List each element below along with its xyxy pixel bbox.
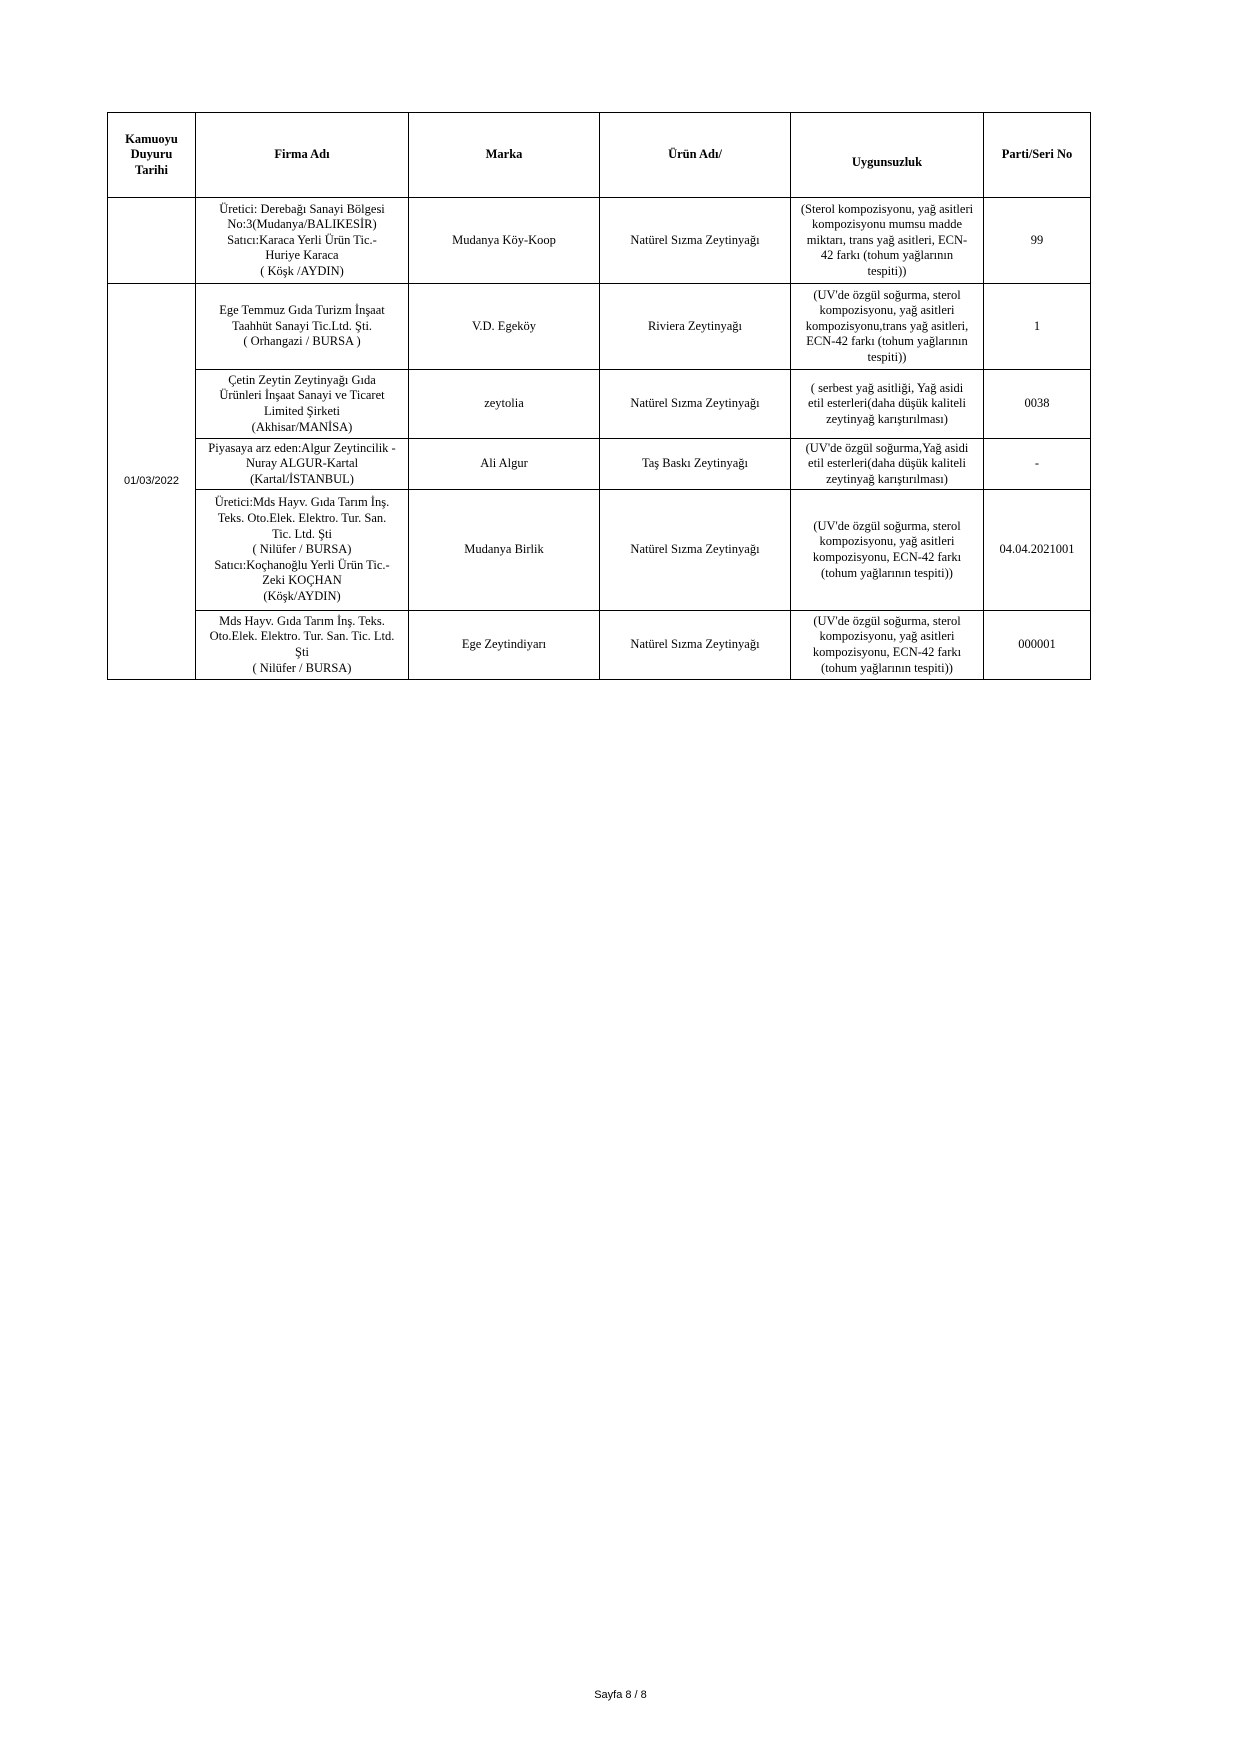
batch-cell: 1 xyxy=(984,284,1091,370)
nonconformity-cell: (UV'de özgül soğurma,Yağ asidi etil esterleri(daha düşük kaliteli zeytinyağ karıştırılması) xyxy=(791,439,984,490)
header-nonconformity: Uygunsuzluk xyxy=(791,113,984,198)
firm-cell: Piyasaya arz eden:Algur Zeytincilik - Nuray ALGUR-Kartal (Kartal/İSTANBUL) xyxy=(196,439,409,490)
table-header-row xyxy=(108,113,1091,198)
nonconformity-cell: (UV'de özgül soğurma, sterol kompozisyonu, yağ asitleri kompozisyonu, ECN-42 farkı (tohum yağlarının tespiti)) xyxy=(791,490,984,611)
nonconformity-cell: (UV'de özgül soğurma, sterol kompozisyonu, yağ asitleri kompozisyonu, ECN-42 farkı (tohum yağlarının tespiti)) xyxy=(791,611,984,680)
date-cell: 01/03/2022 xyxy=(108,284,196,680)
brand-cell: Mudanya Köy-Koop xyxy=(409,198,600,284)
brand-cell: V.D. Egeköy xyxy=(409,284,600,370)
table-row xyxy=(108,490,1091,611)
nonconformity-cell: ( serbest yağ asitliği, Yağ asidi etil esterleri(daha düşük kaliteli zeytinyağ karıştırılması) xyxy=(791,370,984,439)
firm-cell: Mds Hayv. Gıda Tarım İnş. Teks. Oto.Elek. Elektro. Tur. San. Tic. Ltd. Şti ( Nilüfer / BURSA) xyxy=(196,611,409,680)
header-batch: Parti/Seri No xyxy=(984,113,1091,198)
product-cell: Natürel Sızma Zeytinyağı xyxy=(600,370,791,439)
product-cell: Natürel Sızma Zeytinyağı xyxy=(600,490,791,611)
table-row xyxy=(108,370,1091,439)
product-cell: Riviera Zeytinyağı xyxy=(600,284,791,370)
nonconformity-cell: (Sterol kompozisyonu, yağ asitleri kompozisyonu mumsu madde miktarı, trans yağ asitleri, ECN- 42 farkı (tohum yağlarının tespiti)) xyxy=(791,198,984,284)
header-product: Ürün Adı/ xyxy=(600,113,791,198)
batch-cell: 04.04.2021001 xyxy=(984,490,1091,611)
firm-cell: Çetin Zeytin Zeytinyağı Gıda Ürünleri İnşaat Sanayi ve Ticaret Limited Şirketi (Akhisar/MANİSA) xyxy=(196,370,409,439)
table-row xyxy=(108,284,1091,370)
firm-cell: Ege Temmuz Gıda Turizm İnşaat Taahhüt Sanayi Tic.Ltd. Şti. ( Orhangazi / BURSA ) xyxy=(196,284,409,370)
header-date: Kamuoyu Duyuru Tarihi xyxy=(108,113,196,198)
page-number: Sayfa 8 / 8 xyxy=(594,1689,647,1701)
date-cell-empty xyxy=(108,198,196,284)
batch-cell: 99 xyxy=(984,198,1091,284)
product-cell: Natürel Sızma Zeytinyağı xyxy=(600,611,791,680)
batch-cell: 000001 xyxy=(984,611,1091,680)
product-cell: Taş Baskı Zeytinyağı xyxy=(600,439,791,490)
batch-cell: 0038 xyxy=(984,370,1091,439)
firm-cell: Üretici: Derebağı Sanayi Bölgesi No:3(Mudanya/BALIKESİR) Satıcı:Karaca Yerli Ürün Tic.- Huriye Karaca ( Köşk /AYDIN) xyxy=(196,198,409,284)
nonconformity-cell: (UV'de özgül soğurma, sterol kompozisyonu, yağ asitleri kompozisyonu,trans yağ asitleri, ECN-42 farkı (tohum yağlarının tespiti)) xyxy=(791,284,984,370)
brand-cell: Mudanya Birlik xyxy=(409,490,600,611)
recall-table xyxy=(107,112,1091,680)
batch-cell: - xyxy=(984,439,1091,490)
table-row xyxy=(108,439,1091,490)
header-firm: Firma Adı xyxy=(196,113,409,198)
product-cell: Natürel Sızma Zeytinyağı xyxy=(600,198,791,284)
brand-cell: Ege Zeytindiyarı xyxy=(409,611,600,680)
brand-cell: zeytolia xyxy=(409,370,600,439)
table-row xyxy=(108,611,1091,680)
firm-cell: Üretici:Mds Hayv. Gıda Tarım İnş. Teks. Oto.Elek. Elektro. Tur. San. Tic. Ltd. Şti ( Nilüfer / BURSA) Satıcı:Koçhanoğlu Yerli Ürün Tic.- Zeki KOÇHAN (Köşk/AYDIN) xyxy=(196,490,409,611)
brand-cell: Ali Algur xyxy=(409,439,600,490)
table-row xyxy=(108,198,1091,284)
header-brand: Marka xyxy=(409,113,600,198)
